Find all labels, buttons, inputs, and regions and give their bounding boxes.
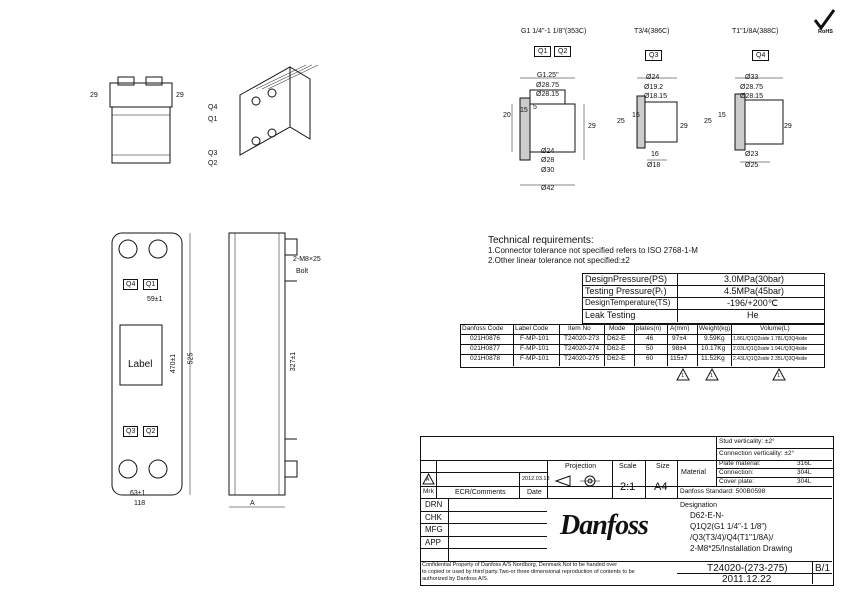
t34-dim-18: Ø18 [647,162,661,169]
g1-dim-2875: Ø28.75 [536,82,559,89]
g1-connector-drawing [500,70,600,200]
front-dim-59: 59±1 [147,296,163,303]
design-value-testing: 4.5MPa(45bar) [724,286,785,296]
front-dim-525: 525 [187,352,195,365]
model-header-item-no: Item No [568,325,591,332]
side-bolt-spec: 2-M8×25 [293,256,321,263]
size-label: Size [656,463,670,470]
warning-number-weight: 1 [710,373,714,379]
top-view-dim-29-left: 29 [90,92,98,99]
g1-dim-30: Ø30 [541,167,555,174]
design-label-testing: Testing Pressure(Pₜ) [585,286,667,296]
t118-dim-25-side: 25 [704,118,712,125]
designation-line-2: Q1Q2(G1 1/4"-1 1/8") [690,522,767,531]
material-plate-value: 316L [797,460,812,467]
scale-label: Scale [619,463,637,470]
date-label: Date [527,489,542,496]
isometric-view-drawing [220,55,330,175]
projection-label: Projection [565,463,597,470]
drawing-number: T24020-(273-275) [707,563,788,574]
role-app: APP [425,538,442,547]
model-header-plates: plates(n) [636,325,662,332]
t34-dim-16: 16 [651,151,659,158]
confidential-line-1: Confidential Property of Danfoss A/S Nordborg, Denmark.Not to be handed over [422,562,618,568]
designation-label: Designation [680,502,717,509]
t118-dim-29: 29 [784,123,792,130]
t118-dim-2875: Ø28.75 [740,84,763,91]
front-tag-q4: Q4 [123,279,138,290]
model-cell: 97±4 [672,335,687,342]
role-mfg: MFG [425,525,443,534]
material-heading: Material [681,469,706,476]
iso-label-q2: Q2 [208,160,218,167]
g1-dim-42: Ø42 [541,185,555,192]
material-cover-value: 304L [797,478,812,485]
designation-line-3: /Q3(T3/4)/Q4(T1"1/8A)/ [690,533,774,542]
danfoss-logo: Danfoss [560,510,648,541]
g1-dim-5: 5 [533,104,537,111]
front-dim-470: 470±1 [170,353,178,374]
tag-q1-header: Q1 [534,46,551,57]
t118-dim-25: Ø25 [745,162,759,169]
g1-dim-2815: Ø28.15 [536,91,559,98]
design-value-leak: He [747,310,759,320]
revision-date: 2012.03.13 [522,476,550,482]
model-cell: F-MP-101 [520,335,549,342]
t34-dim-192: Ø19.2 [644,84,664,91]
design-value-temperature: -196/+200℃ [727,298,778,308]
front-dim-118: 118 [134,500,146,507]
material-connection-value: 304L [797,469,812,476]
tag-q4-header: Q4 [752,50,769,61]
tag-q2-header: Q2 [554,46,571,57]
model-cell: 021H0876 [470,335,500,342]
model-cell: D62-E [607,355,626,362]
iso-label-q4: Q4 [208,104,218,111]
front-dim-63: 63±1 [130,490,146,497]
requirement-line-1: 1.Connector tolerance not specified refers to ISO 2768-1-M [488,246,698,255]
g1-dim-15: 15 [520,107,528,114]
model-cell: 2.03L/Q1Q2side 1.94L/Q3Q4side [733,346,808,352]
designation-line-4: 2-M8*25/Installation Drawing [690,544,793,553]
iso-label-q1: Q1 [208,116,218,123]
front-tag-q2: Q2 [143,426,158,437]
warning-number-volume: 1 [777,373,781,379]
mrk-label: Mrk [423,488,434,495]
projection-symbol-icon [554,474,604,488]
model-cell: 9.59Kg [704,335,725,342]
model-cell: T24020-274 [564,345,600,352]
model-cell: D62-E [607,345,626,352]
side-dim-a: A [250,500,255,507]
danfoss-standard: Danfoss Standard: 500B0598 [680,488,766,495]
model-cell: T24020-275 [564,355,600,362]
t34-dim-15: 15 [632,112,640,119]
model-cell: T24020-273 [564,335,600,342]
designation-line-1: D62-E-N- [690,511,724,520]
model-cell: 50 [646,345,654,352]
t118-dim-23: Ø23 [745,151,759,158]
t34-connector-title: T3/4(386C) [634,28,670,35]
model-cell: 115±7 [670,355,688,362]
design-label-temperature: DesignTemperature(TS) [585,298,671,307]
g1-dim-20: 20 [503,112,511,119]
g1-connector-title: G1 1/4"-1 1/8"(353C) [521,28,587,35]
model-header-danfoss-code: Danfoss Code [462,325,504,332]
t34-dim-25: 25 [617,118,625,125]
confidential-line-3: authorized by Danfoss A/S. [422,576,489,582]
model-cell: 2.43L/Q1Q2side 2.35L/Q3Q4side [733,356,808,362]
t118-connector-title: T1"1/8A(388C) [732,28,779,35]
g1-dim-29: 29 [588,123,596,130]
design-label-leak: Leak Testing [585,310,636,320]
scale-value: 2:1 [620,481,636,493]
connection-verticality: Connection verticality: ±2° [719,450,795,457]
t118-dim-33: Ø33 [745,74,759,81]
model-cell: 60 [646,355,654,362]
t118-dim-2815: Ø28.15 [740,93,763,100]
side-dim-327: 327±1 [290,351,298,372]
top-view-drawing [90,75,190,175]
confidential-line-2: to copied or used by third party.Two-or three dimensional reproduction of contents to be [422,569,635,575]
top-view-dim-29-right: 29 [176,92,184,99]
design-value-pressure: 3.0MPa(30bar) [724,274,785,284]
t34-dim-24: Ø24 [646,74,660,81]
g1-dim-28: Ø28 [541,157,555,164]
warning-number-a: 1 [681,373,685,379]
role-drn: DRN [425,500,443,509]
drawing-date: 2011.12.22 [722,574,772,585]
ecr-label: ECR/Comments [455,489,506,496]
front-tag-q1: Q1 [143,279,158,290]
front-label-plate: Label [128,359,153,370]
material-cover-label: Cover plate: [719,478,755,485]
t118-dim-15: 15 [718,112,726,119]
model-cell: 11.52Kg [701,355,725,362]
material-plate-label: Plate material: [719,460,761,467]
model-cell: F-MP-101 [520,345,549,352]
size-value: A4 [654,481,668,493]
t118-connector-drawing [720,72,810,172]
rohs-label: RoHS [818,29,833,35]
front-tag-q3: Q3 [123,426,138,437]
model-cell: 021H0877 [470,345,500,352]
t34-dim-1815: Ø18.15 [644,93,667,100]
model-header-volume: Volume(L) [760,325,790,332]
stud-verticality: Stud verticality: ±2° [719,438,775,445]
tag-q3-header: Q3 [645,50,662,61]
revision-mark: A [426,477,430,483]
material-connection-label: Connection: [719,469,754,476]
model-header-weight: Weight(kg) [699,325,731,332]
model-cell: 98±4 [672,345,687,352]
sheet-number: B/1 [815,563,831,574]
model-cell: 1.86L/Q1Q2side 1.78L/Q3Q4side [733,336,808,342]
g1-dim-24: Ø24 [541,148,555,155]
model-cell: D62-E [607,335,626,342]
model-cell: F-MP-101 [520,355,549,362]
model-cell: 021H0878 [470,355,500,362]
iso-label-q3: Q3 [208,150,218,157]
model-header-label-code: Label Code [515,325,549,332]
t34-dim-29: 29 [680,123,688,130]
role-chk: CHK [425,513,442,522]
model-cell: 46 [646,335,654,342]
side-bolt-label: Bolt [296,268,309,275]
model-cell: 10.17Kg [701,345,726,352]
model-header-a: A(mm) [670,325,690,332]
requirements-heading: Technical requirements: [488,235,594,246]
requirement-line-2: 2.Other linear tolerance not specified:±2 [488,256,630,265]
front-view-drawing [100,225,200,515]
g1-thread-dim: G1.25" [537,72,559,79]
design-label-pressure: DesignPressure(PS) [585,274,668,284]
model-header-mode: Mode [609,325,626,332]
